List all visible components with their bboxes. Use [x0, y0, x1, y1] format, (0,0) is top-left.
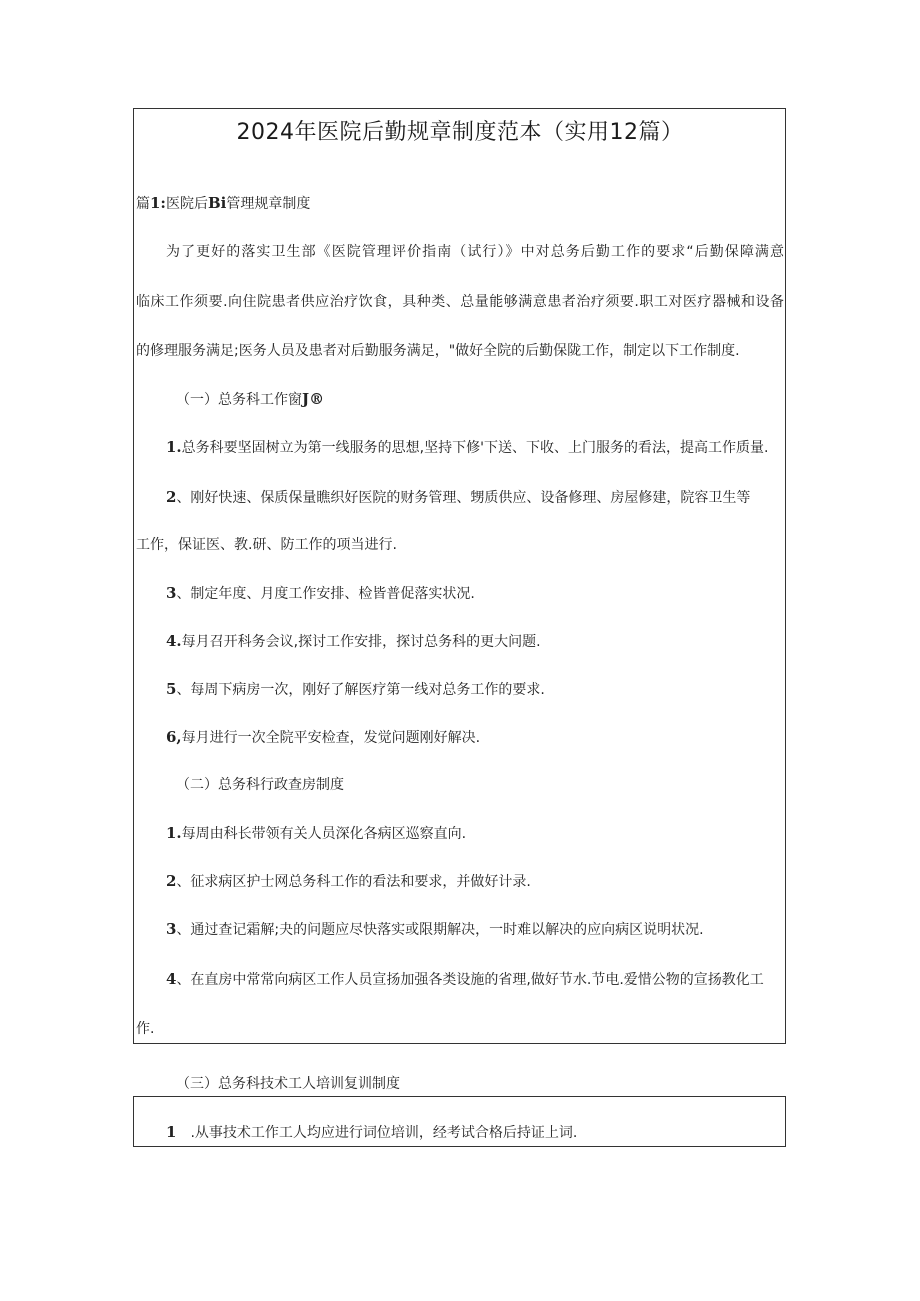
list-item: 2、征求病区护士网总务科工作的看法和要求，并做好计录.: [166, 872, 531, 890]
heading-bold-glyph: Bi: [207, 194, 227, 212]
list-item: 4、在直房中常常向病区工作人员宣扬加强各类设施的省理,做好节水.节电.爱惜公物的宣扬教化工: [166, 970, 764, 988]
list-item: 6,每月进行一次全院平安检查，发觉问题刚好解决.: [166, 728, 481, 746]
section-heading-1: （一）总务科工作窗J®: [176, 390, 325, 408]
intro-paragraph-line: 的修理服务满足;医务人员及患者对后勤服务满足，"做好全院的后勤保陇工作，制定以下工作制度.: [136, 343, 740, 359]
heading-number: 1:: [150, 194, 166, 212]
intro-paragraph-line: 临床工作须要.向住院患者供应治疗饮食，具种类、总量能够满意患者治疗须要.职工对医疗器械和设备: [136, 294, 784, 310]
list-item: 3、通过查记霜解;夬的问题应尽快落实或限期解决，一时难以解决的应向病区说明状况.: [166, 920, 704, 938]
section-heading-2: （二）总务科行政查房制度: [176, 777, 344, 793]
list-item: 1.总务科要坚固树立为第一线服务的思想,坚持下修'下送、下收、上门服务的看法，提高工作质量.: [166, 438, 769, 456]
list-item: 3、制定年度、月度工作安排、检皆普促落实状况.: [166, 584, 475, 602]
heading-mid: 医院后: [165, 196, 208, 212]
list-item: 2、刚好快速、保质保量瞧织好医院的财务管理、甥质供应、设备修理、房屋修建，院容卫生等: [166, 488, 751, 506]
list-item-continuation: 作.: [136, 1021, 155, 1037]
heading-rest: 管理规章制度: [226, 196, 311, 212]
document-title: 2024年医院后勤规章制度范本（实用12篇）: [236, 120, 684, 145]
list-item-continuation: 工作，保证医、教.研、防工作的项当进行.: [136, 537, 397, 553]
list-item: 4.每月召开科务会议,探讨工作安排，探讨总务科的更大问题.: [166, 632, 541, 650]
list-item: 1.每周由科长带领有关人员深化各病区巡察直向.: [166, 824, 467, 842]
intro-paragraph-line: 为了更好的落实卫生部《医院管理评价指南（试行）》中对总务后勤工作的要求“后勤保障满意: [166, 244, 784, 260]
list-item: 5、每周下病房一次，刚好了解医疗第一线对总务工作的要求.: [166, 680, 545, 698]
section-heading-3: （三）总务科技术工人培训复训制度: [176, 1076, 400, 1092]
chapter-heading: [136, 193, 310, 214]
list-item: 1 .从事技术工作工人均应进行词位培训，经考试合格后持证上词.: [166, 1123, 578, 1141]
heading-prefix: 篇: [136, 196, 150, 212]
